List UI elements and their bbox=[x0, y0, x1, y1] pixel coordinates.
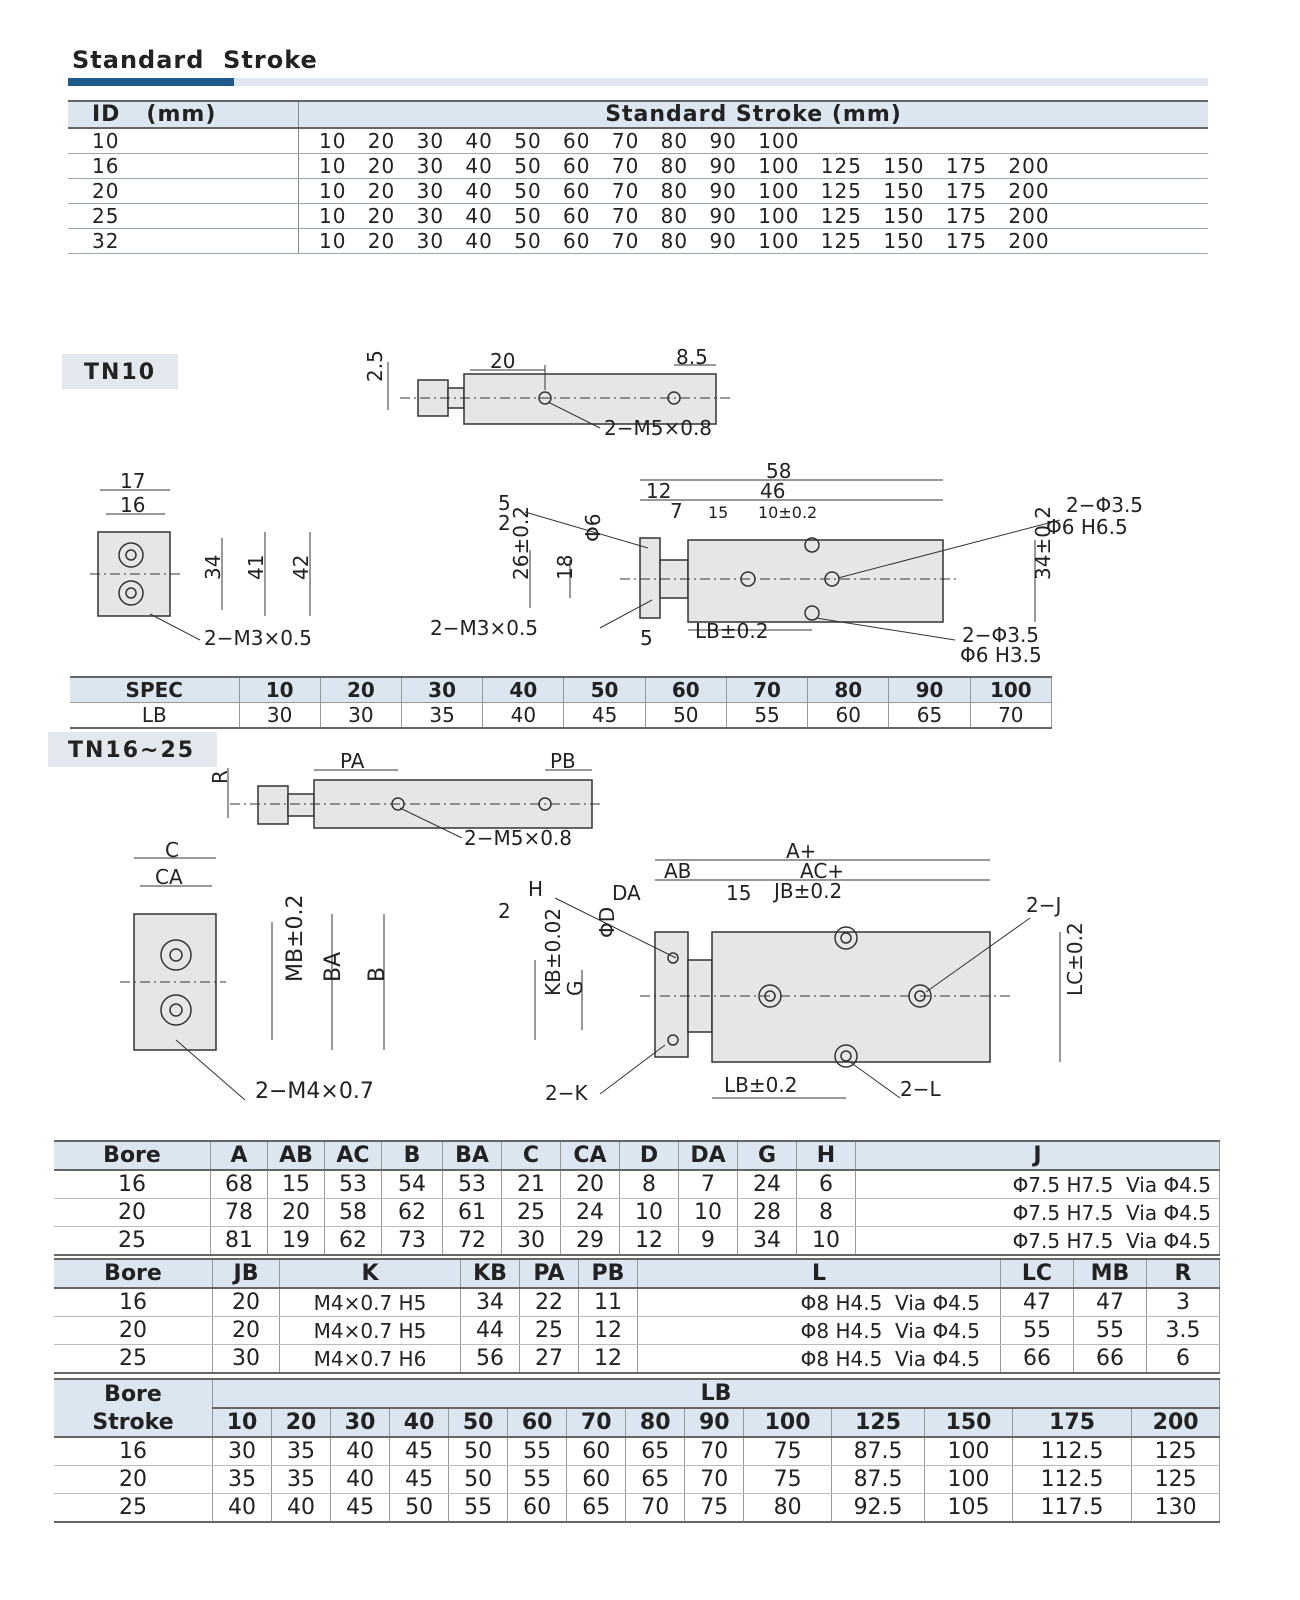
col-header: JB bbox=[213, 1259, 280, 1288]
table-cell: 125 bbox=[1132, 1466, 1220, 1494]
dim-label: 15 bbox=[726, 881, 752, 905]
table-cell: 19 bbox=[268, 1227, 325, 1256]
table-cell: 61 bbox=[443, 1199, 502, 1227]
lb-cell: 50 bbox=[645, 703, 726, 729]
dim-label: 15 bbox=[708, 503, 729, 522]
stroke-header: 50 bbox=[449, 1408, 508, 1437]
table-cell: 75 bbox=[685, 1494, 744, 1523]
table-cell: 105 bbox=[925, 1494, 1013, 1523]
table-cell: 100 bbox=[925, 1437, 1013, 1466]
dim-label: R bbox=[208, 770, 232, 784]
table-cell: 34 bbox=[738, 1227, 797, 1256]
table-cell: 92.5 bbox=[831, 1494, 924, 1523]
table-cell: 12 bbox=[579, 1345, 638, 1374]
table-cell: Φ7.5 H7.5 Via Φ4.5 bbox=[856, 1199, 1220, 1227]
col-header: PB bbox=[579, 1259, 638, 1288]
spec-cell: 10 bbox=[239, 677, 320, 703]
dim-label: AB bbox=[664, 859, 692, 883]
standard-stroke-table bbox=[68, 100, 1208, 254]
col-header: K bbox=[280, 1259, 461, 1288]
table-cell: 45 bbox=[390, 1437, 449, 1466]
dim-label: 2−L bbox=[900, 1077, 941, 1101]
dim-label: 34 bbox=[201, 554, 225, 580]
stroke-header: 60 bbox=[508, 1408, 567, 1437]
stroke-header: 100 bbox=[744, 1408, 832, 1437]
dim-label: AC+ bbox=[800, 859, 845, 883]
col-header: R bbox=[1147, 1259, 1220, 1288]
dim-label: 42 bbox=[289, 554, 313, 580]
table-cell: 45 bbox=[331, 1494, 390, 1523]
table-cell: 35 bbox=[272, 1466, 331, 1494]
table-cell: 22 bbox=[520, 1288, 579, 1317]
table-header-row bbox=[54, 1141, 1220, 1170]
dim-label: Φ6 H6.5 bbox=[1046, 515, 1128, 539]
table-cell: 62 bbox=[382, 1199, 443, 1227]
table-row bbox=[54, 1288, 1220, 1317]
table-cell: 7 bbox=[679, 1170, 738, 1199]
table-cell: Φ8 H4.5 Via Φ4.5 bbox=[638, 1288, 1001, 1317]
col-header: D bbox=[620, 1141, 679, 1170]
dim-label: 5 bbox=[498, 491, 511, 515]
table-cell: 34 bbox=[461, 1288, 520, 1317]
row-id: 10 bbox=[68, 128, 299, 154]
table-cell: 12 bbox=[579, 1317, 638, 1345]
table-cell: 25 bbox=[54, 1227, 211, 1256]
col-header: B bbox=[382, 1141, 443, 1170]
table-cell: 28 bbox=[738, 1199, 797, 1227]
dim-label: G bbox=[563, 980, 587, 996]
table-header-row bbox=[54, 1379, 1220, 1408]
table-cell: 50 bbox=[390, 1494, 449, 1523]
table-cell: 112.5 bbox=[1012, 1437, 1131, 1466]
table-cell: 73 bbox=[382, 1227, 443, 1256]
table-cell: 35 bbox=[272, 1437, 331, 1466]
dim-label: H bbox=[528, 877, 544, 901]
table-cell: 16 bbox=[54, 1170, 211, 1199]
dim-label: 16 bbox=[120, 493, 146, 517]
lb-cell: 70 bbox=[970, 703, 1051, 729]
table-cell: 66 bbox=[1074, 1345, 1147, 1374]
col-header: AB bbox=[268, 1141, 325, 1170]
table-cell: 58 bbox=[325, 1199, 382, 1227]
dim-label: C bbox=[165, 838, 179, 862]
tn16-drawings bbox=[0, 750, 1300, 1135]
table-cell: 12 bbox=[620, 1227, 679, 1256]
col-header: C bbox=[502, 1141, 561, 1170]
table-cell: 112.5 bbox=[1012, 1466, 1131, 1494]
dim-label: 2−Φ3.5 bbox=[962, 623, 1040, 647]
stroke-header-stroke: Standard Stroke (mm) bbox=[299, 101, 1209, 128]
table-cell: 30 bbox=[213, 1345, 280, 1374]
table-cell: 20 bbox=[213, 1288, 280, 1317]
table-cell: 40 bbox=[213, 1494, 272, 1523]
table-row bbox=[68, 179, 1208, 204]
table-cell: 66 bbox=[1001, 1345, 1074, 1374]
stroke-label: Stroke bbox=[54, 1408, 213, 1437]
stroke-header: 70 bbox=[567, 1408, 626, 1437]
table-cell: 75 bbox=[744, 1437, 832, 1466]
title-underline bbox=[68, 78, 1208, 86]
table-cell: Φ8 H4.5 Via Φ4.5 bbox=[638, 1317, 1001, 1345]
table-cell: 60 bbox=[508, 1494, 567, 1523]
table-cell: 6 bbox=[1147, 1345, 1220, 1374]
table-cell: 50 bbox=[449, 1466, 508, 1494]
bore-label: Bore bbox=[54, 1379, 213, 1408]
dim-label: 46 bbox=[760, 479, 786, 503]
tn10-title: TN10 bbox=[62, 354, 178, 389]
dimension-table-1 bbox=[54, 1140, 1220, 1256]
table-cell: M4×0.7 H5 bbox=[280, 1317, 461, 1345]
table-cell: 16 bbox=[54, 1437, 213, 1466]
dim-label: 2−M4×0.7 bbox=[255, 1079, 374, 1104]
table-row bbox=[68, 204, 1208, 229]
table-cell: 8 bbox=[620, 1170, 679, 1199]
table-cell: 65 bbox=[567, 1494, 626, 1523]
table-cell: 10 bbox=[797, 1227, 856, 1256]
tn16-title: TN16~25 bbox=[48, 732, 217, 767]
table-cell: 65 bbox=[626, 1466, 685, 1494]
table-cell: 55 bbox=[449, 1494, 508, 1523]
dim-label: 8.5 bbox=[676, 345, 708, 369]
dim-label: PA bbox=[340, 750, 365, 773]
table-row bbox=[54, 1317, 1220, 1345]
table-cell: 50 bbox=[449, 1437, 508, 1466]
stroke-header: 10 bbox=[213, 1408, 272, 1437]
table-cell: 47 bbox=[1001, 1288, 1074, 1317]
table-cell: 6 bbox=[797, 1170, 856, 1199]
table-row bbox=[54, 1345, 1220, 1374]
table-row bbox=[68, 128, 1208, 154]
table-cell: 72 bbox=[443, 1227, 502, 1256]
dim-label: 20 bbox=[490, 349, 516, 373]
table-cell: 125 bbox=[1132, 1437, 1220, 1466]
dim-label: 41 bbox=[244, 554, 268, 580]
table-cell: 3 bbox=[1147, 1288, 1220, 1317]
table-cell: M4×0.7 H5 bbox=[280, 1288, 461, 1317]
col-header: Bore bbox=[54, 1141, 211, 1170]
col-header: Bore bbox=[54, 1259, 213, 1288]
table-cell: 25 bbox=[520, 1317, 579, 1345]
col-header: H bbox=[797, 1141, 856, 1170]
tn10-spec-table bbox=[70, 676, 1052, 729]
spec-cell: 20 bbox=[320, 677, 401, 703]
stroke-header: 200 bbox=[1132, 1408, 1220, 1437]
table-cell: 70 bbox=[626, 1494, 685, 1523]
lb-cell: 30 bbox=[239, 703, 320, 729]
table-cell: 20 bbox=[54, 1199, 211, 1227]
spec-cell: 60 bbox=[645, 677, 726, 703]
row-id: 32 bbox=[68, 229, 299, 254]
dim-label: LB±0.2 bbox=[695, 619, 769, 643]
table-cell: 80 bbox=[744, 1494, 832, 1523]
table-cell: 40 bbox=[331, 1466, 390, 1494]
spec-cell: 40 bbox=[483, 677, 564, 703]
table-cell: 68 bbox=[211, 1170, 268, 1199]
table-cell: 55 bbox=[1074, 1317, 1147, 1345]
table-cell: 54 bbox=[382, 1170, 443, 1199]
table-cell: M4×0.7 H6 bbox=[280, 1345, 461, 1374]
table-cell: 20 bbox=[561, 1170, 620, 1199]
spec-cell: 30 bbox=[401, 677, 482, 703]
dim-label: 2−M3×0.5 bbox=[430, 616, 539, 640]
table-cell: 24 bbox=[738, 1170, 797, 1199]
table-row bbox=[54, 1170, 1220, 1199]
table-cell: 30 bbox=[213, 1437, 272, 1466]
row-id: 25 bbox=[68, 204, 299, 229]
table-cell: 55 bbox=[508, 1437, 567, 1466]
col-header: A bbox=[211, 1141, 268, 1170]
table-cell: 10 bbox=[679, 1199, 738, 1227]
dim-label: LB±0.2 bbox=[724, 1073, 798, 1097]
table-cell: Φ8 H4.5 Via Φ4.5 bbox=[638, 1345, 1001, 1374]
dim-label: 2−K bbox=[545, 1081, 588, 1105]
table-cell: 20 bbox=[213, 1317, 280, 1345]
col-header: CA bbox=[561, 1141, 620, 1170]
spec-cell: 80 bbox=[808, 677, 889, 703]
dim-label: 17 bbox=[120, 469, 146, 493]
table-row bbox=[68, 229, 1208, 254]
table-row bbox=[54, 1437, 1220, 1466]
col-header: J bbox=[856, 1141, 1220, 1170]
lb-cell: 60 bbox=[808, 703, 889, 729]
lb-cell: 35 bbox=[401, 703, 482, 729]
row-strokes: 10 20 30 40 50 60 70 80 90 100 125 150 175 200 bbox=[299, 229, 1209, 254]
spec-label: SPEC bbox=[70, 677, 239, 703]
stroke-header: 20 bbox=[272, 1408, 331, 1437]
table-row bbox=[54, 1227, 1220, 1256]
stroke-header: 90 bbox=[685, 1408, 744, 1437]
table-cell: 20 bbox=[54, 1466, 213, 1494]
table-cell: 62 bbox=[325, 1227, 382, 1256]
table-cell: 25 bbox=[54, 1494, 213, 1523]
stroke-header-id: ID (mm) bbox=[68, 101, 299, 128]
table-cell: 11 bbox=[579, 1288, 638, 1317]
lb-cell: 55 bbox=[726, 703, 807, 729]
row-id: 16 bbox=[68, 154, 299, 179]
dim-label: LC±0.2 bbox=[1063, 922, 1087, 996]
table-cell: 27 bbox=[520, 1345, 579, 1374]
table-cell: 24 bbox=[561, 1199, 620, 1227]
dim-label: CA bbox=[155, 865, 183, 889]
table-cell: 70 bbox=[685, 1466, 744, 1494]
col-header: PA bbox=[520, 1259, 579, 1288]
table-row bbox=[54, 1199, 1220, 1227]
table-cell: 29 bbox=[561, 1227, 620, 1256]
table-cell: 60 bbox=[567, 1466, 626, 1494]
dim-label: 2−Φ3.5 bbox=[1066, 493, 1144, 517]
table-cell: 53 bbox=[325, 1170, 382, 1199]
dim-label: BA bbox=[321, 951, 346, 982]
table-cell: 78 bbox=[211, 1199, 268, 1227]
table-cell: 47 bbox=[1074, 1288, 1147, 1317]
table-cell: 53 bbox=[443, 1170, 502, 1199]
table-cell: 9 bbox=[679, 1227, 738, 1256]
dim-label: 5 bbox=[640, 626, 653, 650]
spec-cell: 70 bbox=[726, 677, 807, 703]
table-cell: 16 bbox=[54, 1288, 213, 1317]
dim-label: 2.5 bbox=[363, 350, 387, 382]
lb-cell: 30 bbox=[320, 703, 401, 729]
table-cell: 25 bbox=[54, 1345, 213, 1374]
col-header: DA bbox=[679, 1141, 738, 1170]
row-strokes: 10 20 30 40 50 60 70 80 90 100 bbox=[299, 128, 1209, 154]
row-strokes: 10 20 30 40 50 60 70 80 90 100 125 150 175 200 bbox=[299, 179, 1209, 204]
stroke-header: 150 bbox=[925, 1408, 1013, 1437]
dim-label: DA bbox=[612, 881, 641, 905]
table-cell: Φ7.5 H7.5 Via Φ4.5 bbox=[856, 1227, 1220, 1256]
table-cell: 40 bbox=[331, 1437, 390, 1466]
table-cell: 70 bbox=[685, 1437, 744, 1466]
table-cell: Φ7.5 H7.5 Via Φ4.5 bbox=[856, 1170, 1220, 1199]
dim-label: 58 bbox=[766, 459, 792, 483]
spec-cell: 50 bbox=[564, 677, 645, 703]
table-cell: 21 bbox=[502, 1170, 561, 1199]
spec-cell: 90 bbox=[889, 677, 970, 703]
stroke-header: 40 bbox=[390, 1408, 449, 1437]
col-header: G bbox=[738, 1141, 797, 1170]
dim-label: Φ6 H3.5 bbox=[960, 643, 1042, 667]
row-strokes: 10 20 30 40 50 60 70 80 90 100 125 150 175 200 bbox=[299, 154, 1209, 179]
lb-cell: 40 bbox=[483, 703, 564, 729]
col-header: LC bbox=[1001, 1259, 1074, 1288]
table-cell: 65 bbox=[626, 1437, 685, 1466]
dim-label: 2 bbox=[498, 511, 511, 535]
dimension-table-2 bbox=[54, 1258, 1220, 1374]
stroke-header: 80 bbox=[626, 1408, 685, 1437]
stroke-header: 175 bbox=[1012, 1408, 1131, 1437]
lb-label: LB bbox=[213, 1379, 1220, 1408]
table-cell: 44 bbox=[461, 1317, 520, 1345]
dim-label: 10±0.2 bbox=[758, 503, 818, 522]
tn10-drawings bbox=[0, 340, 1300, 670]
table-row bbox=[54, 1494, 1220, 1523]
stroke-header: 125 bbox=[831, 1408, 924, 1437]
row-strokes: 10 20 30 40 50 60 70 80 90 100 125 150 175 200 bbox=[299, 204, 1209, 229]
dim-label: 2−M5×0.8 bbox=[604, 416, 713, 440]
dim-label: B bbox=[365, 966, 390, 982]
dim-label: 2−M5×0.8 bbox=[464, 826, 573, 850]
table-cell: 20 bbox=[54, 1317, 213, 1345]
dim-label: 12 bbox=[646, 479, 672, 503]
table-cell: 87.5 bbox=[831, 1466, 924, 1494]
dim-label: 26±0.2 bbox=[509, 505, 533, 580]
table-row bbox=[68, 154, 1208, 179]
stroke-header: 30 bbox=[331, 1408, 390, 1437]
standard-stroke-title: Standard Stroke bbox=[72, 46, 318, 74]
table-cell: 55 bbox=[1001, 1317, 1074, 1345]
table-cell: 100 bbox=[925, 1466, 1013, 1494]
col-header: MB bbox=[1074, 1259, 1147, 1288]
spec-cell: 100 bbox=[970, 677, 1051, 703]
table-cell: 35 bbox=[213, 1466, 272, 1494]
row-id: 20 bbox=[68, 179, 299, 204]
table-cell: 75 bbox=[744, 1466, 832, 1494]
dim-label: 2−M3×0.5 bbox=[204, 626, 313, 650]
dim-label: KB±0.02 bbox=[541, 907, 565, 996]
dim-label: MB±0.2 bbox=[283, 894, 308, 982]
table-row bbox=[54, 1466, 1220, 1494]
table-cell: 117.5 bbox=[1012, 1494, 1131, 1523]
dim-label: 18 bbox=[553, 554, 577, 580]
lb-cell: 45 bbox=[564, 703, 645, 729]
table-cell: 10 bbox=[620, 1199, 679, 1227]
table-cell: 20 bbox=[268, 1199, 325, 1227]
table-cell: 56 bbox=[461, 1345, 520, 1374]
lb-table bbox=[54, 1378, 1220, 1523]
dim-label: A+ bbox=[786, 839, 817, 863]
dim-label: ΦD bbox=[595, 906, 619, 938]
dim-label: PB bbox=[550, 750, 576, 773]
table-cell: 55 bbox=[508, 1466, 567, 1494]
table-header-row bbox=[54, 1259, 1220, 1288]
table-cell: 30 bbox=[502, 1227, 561, 1256]
dim-label: JB±0.2 bbox=[774, 879, 843, 903]
dim-label: 2−J bbox=[1026, 893, 1062, 917]
table-header-row bbox=[54, 1408, 1220, 1437]
table-cell: 87.5 bbox=[831, 1437, 924, 1466]
dim-label: 2 bbox=[498, 899, 511, 923]
table-cell: 15 bbox=[268, 1170, 325, 1199]
col-header: KB bbox=[461, 1259, 520, 1288]
col-header: BA bbox=[443, 1141, 502, 1170]
table-cell: 25 bbox=[502, 1199, 561, 1227]
col-header: L bbox=[638, 1259, 1001, 1288]
dim-label: 34±0.2 bbox=[1031, 505, 1055, 580]
table-cell: 60 bbox=[567, 1437, 626, 1466]
lb-label: LB bbox=[70, 703, 239, 729]
table-cell: 45 bbox=[390, 1466, 449, 1494]
dim-label: 7 bbox=[670, 499, 683, 523]
col-header: AC bbox=[325, 1141, 382, 1170]
table-cell: 8 bbox=[797, 1199, 856, 1227]
lb-cell: 65 bbox=[889, 703, 970, 729]
table-cell: 40 bbox=[272, 1494, 331, 1523]
table-cell: 81 bbox=[211, 1227, 268, 1256]
dim-label: Φ6 bbox=[581, 513, 605, 542]
table-cell: 130 bbox=[1132, 1494, 1220, 1523]
table-cell: 3.5 bbox=[1147, 1317, 1220, 1345]
